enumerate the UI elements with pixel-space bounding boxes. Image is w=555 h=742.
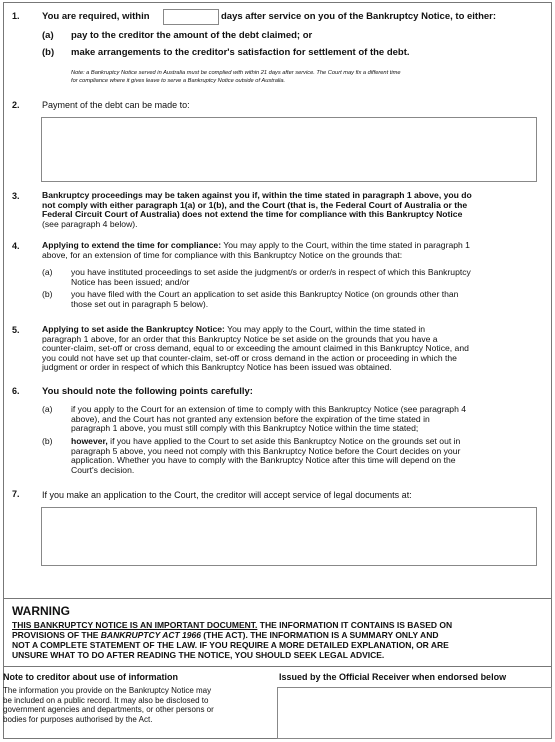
para-5-line: you could not have set up that counter-claim, set-off or cross demand in the action or proceeding in which the	[42, 352, 457, 363]
para-5-line: judgment or order in respect of which this Bankruptcy Notice has been issued was obtained.	[42, 362, 392, 373]
para-6a-line: above), and the Court has not granted any extension before the expiration of the time stated in	[71, 413, 430, 424]
warning-line: UNSURE WHAT TO DO AFTER READING THE NOTICE, YOU SHOULD SEEK LEGAL ADVICE.	[12, 650, 385, 660]
para-5-line: You may apply to the Court, within the time stated in	[224, 324, 426, 334]
para-4-number: 4.	[12, 241, 20, 251]
para-6b-line: paragraph 5 above, you need not comply with this Bankruptcy Notice before the Court decides on your	[71, 445, 461, 456]
para-4b-label: (b)	[42, 289, 53, 299]
para-5-text	[42, 325, 469, 373]
para-6a-text	[71, 405, 466, 434]
para-7-text: If you make an application to the Court, the creditor will accept service of legal documents at:	[42, 490, 412, 500]
warning-text	[12, 620, 452, 660]
creditor-note-text	[3, 686, 214, 724]
para-3-number: 3.	[12, 191, 20, 201]
para-3-line: Bankruptcy proceedings may be taken against you if, within the time stated in paragraph 1 above, you do	[42, 190, 472, 200]
payment-details-box[interactable]	[41, 117, 537, 182]
para-3-text	[42, 191, 550, 229]
para-4a-line: Notice has been issued; and/or	[71, 276, 190, 287]
para-1b-text: make arrangements to the creditor's satisfaction for settlement of the debt.	[71, 47, 410, 58]
warning-divider	[3, 598, 552, 599]
para-6a-line: if you apply to the Court for an extension of time to comply with this Bankruptcy Notice (see paragraph 4	[71, 404, 467, 414]
para-6b-line: if you have applied to the Court to set aside this Bankruptcy Notice on the grounds set out in	[107, 436, 461, 446]
para-4b-text	[71, 290, 458, 309]
warning-title: WARNING	[12, 604, 70, 618]
para-6b-line: Court's decision.	[71, 464, 135, 475]
creditor-note-line: bodies for purposes authorised by the Act.	[3, 714, 153, 724]
para-6b-emphasis: however,	[71, 436, 108, 446]
para-3-line: not comply with either paragraph 1(a) or 1(b), and the Court (that is, the Federal Court of Australia or the	[42, 199, 468, 210]
warning-line: THE INFORMATION IT CONTAINS IS BASED ON	[257, 620, 453, 630]
para-4b-line: you have filed with the Court an application to set aside this Bankruptcy Notice (on grounds other than	[71, 289, 459, 299]
warning-underlined: THIS BANKRUPTCY NOTICE IS AN IMPORTANT DOCUMENT.	[12, 620, 258, 630]
para-5-heading: Applying to set aside the Bankruptcy Notice:	[42, 324, 225, 334]
para-6-heading: You should note the following points carefully:	[42, 386, 253, 397]
para-4-line: You may apply to the Court, within the time stated in paragraph 1	[221, 240, 470, 250]
para-7-number: 7.	[12, 489, 20, 499]
creditor-note-line: be included on a public record. It may also be disclosed to	[3, 695, 209, 705]
issued-heading: Issued by the Official Receiver when endorsed below	[279, 672, 507, 682]
para-1-tail: days after service on you of the Bankruptcy Notice, to either:	[221, 11, 497, 22]
para-4a-text	[71, 268, 471, 287]
para-6b-line: application. Whether you have to comply with the Bankruptcy Notice after this time will depend on the	[71, 455, 456, 466]
para-3-line: Federal Circuit Court of Australia) does not extend the time for compliance with this Bankruptcy Notice	[42, 209, 463, 220]
creditor-note-line: The information you provide on the Bankruptcy Notice may	[3, 686, 212, 695]
para-4a-label: (a)	[42, 267, 53, 277]
creditor-note-heading: Note to creditor about use of information	[3, 672, 178, 682]
warning-line: NOT A COMPLETE STATEMENT OF THE LAW. IF YOU REQUIRE A MORE DETAILED EXPLANATION, OR ARE	[12, 640, 449, 650]
para-1-note-line: for compliance where it gives leave to serve a Bankruptcy Notice outside of Australia.	[71, 78, 286, 84]
para-1-note-line: Note: a Bankruptcy Notice served in Australia must be complied with within 21 days after service. The Court may fix a different time	[71, 70, 401, 76]
service-address-box[interactable]	[41, 507, 537, 566]
warning-line: (THE ACT). THE INFORMATION IS A SUMMARY ONLY AND	[200, 630, 439, 640]
para-4b-line: those set out in paragraph 5 below).	[71, 298, 209, 309]
footer-divider	[3, 666, 552, 667]
para-2-number: 2.	[12, 100, 20, 110]
para-4-text	[42, 241, 470, 260]
para-1-note	[71, 69, 401, 85]
para-6b-text	[71, 437, 460, 475]
creditor-note-line: government agencies and departments, or other persons or	[3, 705, 214, 714]
warning-act-name: BANKRUPTCY ACT 1966	[100, 630, 201, 640]
para-1-number: 1.	[12, 11, 20, 21]
para-1b-label: (b)	[42, 47, 55, 58]
para-1-lead: You are required, within	[42, 11, 150, 22]
para-4a-line: you have instituted proceedings to set aside the judgment/s or order/s in respect of which this Bankruptcy	[71, 267, 471, 277]
para-6a-label: (a)	[42, 404, 53, 414]
days-input[interactable]	[163, 9, 219, 25]
para-1a-text: pay to the creditor the amount of the debt claimed; or	[71, 30, 313, 41]
warning-line: PROVISIONS OF THE	[12, 630, 101, 640]
para-2-text: Payment of the debt can be made to:	[42, 100, 190, 110]
para-6-number: 6.	[12, 386, 20, 396]
para-3-line: (see paragraph 4 below).	[42, 218, 138, 229]
para-4-line: above, for an extension of time for compliance with this Bankruptcy Notice on the grounds that:	[42, 249, 403, 260]
official-receiver-endorsement-box[interactable]	[277, 687, 552, 739]
para-4-heading: Applying to extend the time for compliance:	[42, 240, 222, 250]
para-5-number: 5.	[12, 325, 20, 335]
para-6b-label: (b)	[42, 436, 53, 446]
para-1a-label: (a)	[42, 30, 54, 41]
para-5-line: counter-claim, set-off or cross demand, equal to or exceeding the amount claimed in this Bankruptcy Notice, and	[42, 343, 469, 354]
para-6a-line: paragraph 1 above, you must still comply with this Bankruptcy Notice within the time stated;	[71, 423, 419, 434]
para-5-line: paragraph 1 above, for an order that this Bankruptcy Notice be set aside on the grounds that you have a	[42, 333, 438, 344]
